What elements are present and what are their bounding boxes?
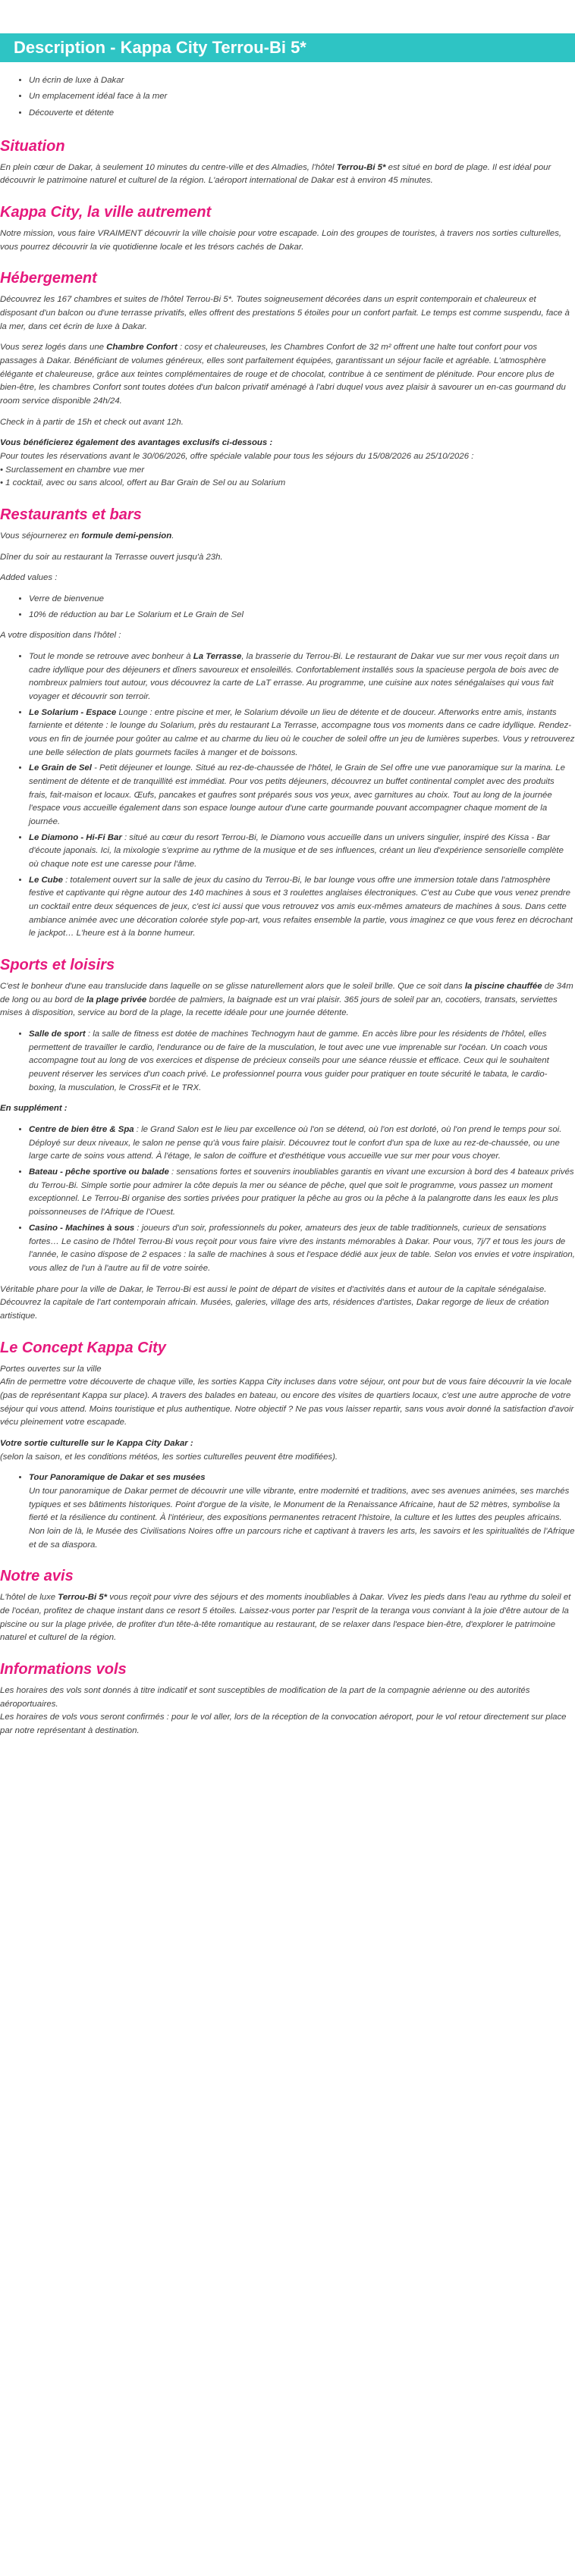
sports-outro: Véritable phare pour la ville de Dakar, le Terrou-Bi est aussi le point de départ de visites et d'activités dans et autour de la capitale sénégalaise. Découvrez la capitale de l'art contemporain africain. Musées, galeries, village des arts, résidences d'artistes, Dakar regorge de lieux de création artistique. <box>0 1284 549 1321</box>
list-item: • Le Grain de Sel - Petit déjeuner et lounge. Situé au rez-de-chaussée de l'hôtel, le Grain de Sel offre une vue panoramique sur la marina. Le sentiment de détente et de tranquillité est immédiat. Pour vos petits déjeuners, découvrez un buffet continental complet avec des produits frais, fait-maison et locaux. Œufs, pancakes et gaufres sont préparés sous vos yeux, avec garnitures au choix. Tout au long de la journée l'espace vous accueille également dans son espace lounge autour d'une carte gourmande pouvant accompagner chaque moment de la journée. <box>29 762 575 829</box>
avis-text: L'hôtel de luxe Terrou-Bi 5* vous reçoit pour vivre des séjours et des moments inoubliables à Dakar. Vivez les pieds dans l'eau au rythme du soleil et de l'océan, profitez de chaque instant dans ce resort 5 étoiles. Laissez-vous porter par l'esprit de la teranga vous conviant à la joie d'être autour de la piscine ou sur la plage privée, de profiter d'un tête-à-tête romantique au restaurant, de se relaxer dans l'espace bien-être, d'explorer le patrimoine naturel et culturel de la région. <box>0 1593 571 1643</box>
hebergement-intro: Découvrez les 167 chambres et suites de l'hôtel Terrou-Bi 5*. Toutes soigneusement décorées dans un esprit contemporain et chaleureux et disposant d'un balcon ou d'une terrasse privatifs, elles offrent des prestations 5 étoiles pour un confort parfait. Le temps est comme suspendu, face à la mer, dans cet écrin de luxe à Dakar. <box>0 295 570 331</box>
list-item: • Salle de sport : la salle de fitness est dotée de machines Technogym haut de gamme. En accès libre pour les résidents de l'hôtel, elles permettent de travailler le cardio, l'endurance ou de faire de la musculation, le tout avec une vue imprenable sur l'océan. Un coach vous accompagne tout au long de vos exercices et dispense de précieux conseils pour une séance réussie et efficace. Ceux qui le souhaitent peuvent réserver les services d'un coach privé. Le professionnel pourra vous guider pour pratiquer en toute sécurité le tabata, le cardio-boxing, la musculation, le CrossFit et le TRX. <box>29 1028 575 1095</box>
restaurants-heading: Restaurants et bars <box>0 506 142 523</box>
sports-intro: C'est le bonheur d'une eau translucide dans laquelle on se glisse naturellement alors que le soleil brille. Que ce soit dans la piscine chauffée de 34m de long ou au bord de la plage privée bordée de palmiers, la baignade est un vrai plaisir. 365 jours de soleil par an, cocotiers, transats, serviettes mises à disposition, service au bord de la plage, la recette idéale pour une journée détente. <box>0 982 573 1018</box>
added-values-list <box>0 593 575 622</box>
list-item: • Tour Panoramique de Dakar et ses musées Un tour panoramique de Dakar permet de découvrir une ville vibrante, entre modernité et traditions, avec ses avenues animées, ses marchés typiques et ses bâtiments historiques. Point d'orgue de la visite, le Monument de la Renaissance Africaine, haut de 52 mètres, symbolise la fierté et la résilience du continent. À l'intérieur, des expositions permanentes retracent l'histoire, la culture et les luttes des peuples africains. Non loin de là, le Musée des Civilisations Noires offre un parcours riche et captivant à travers les arts, les savoirs et les spiritualités de l'Afrique et de sa diaspora. <box>29 1471 575 1552</box>
concept-sortie: Votre sortie culturelle sur le Kappa City Dakar : (selon la saison, et les conditions météos, les sorties culturelles peuvent être modifiées). <box>0 1438 338 1462</box>
sports-heading: Sports et loisirs <box>0 957 115 974</box>
hebergement-room: Vous serez logés dans une Chambre Confort : cosy et chaleureuses, les Chambres Confort de 32 m² offrent une halte tout confort pour vos passages à Dakar. Bénéficiant de volumes généreux, elles sont parfaitement équipées, garantissant un séjour facile et agréable. L'atmosphère élégante et chaleureuse, grâce aux teintes complémentaires de rouge et de chocolat, contribue à ce sentiment de plénitude. Pour encore plus de bien-être, les chambres Confort sont toutes dotées d'un balcon privatif aménagé à l'abri duquel vous avez plaisir à savourer un en-cas gourmand du room service disponible 24h/24. <box>0 343 566 406</box>
hebergement-checkin: Check in à partir de 15h et check out avant 12h. <box>0 417 184 427</box>
situation-text: En plein cœur de Dakar, à seulement 10 minutes du centre-ville et des Almadies, l'hôtel Terrou-Bi 5* est situé en bord de plage. Il est idéal pour découvrir le patrimoine naturel et culturel de la région. L'aéroport international de Dakar est à environ 45 minutes. <box>0 162 551 186</box>
description-banner: Description - Kappa City Terrou-Bi 5* <box>0 33 575 62</box>
kappa-text: Notre mission, vous faire VRAIMENT découvrir la ville choisie pour votre escapade. Loin des groupes de touristes, à travers nos sorties culturelles, vous pourrez découvrir la vie quotidienne locale et les trésors cachés de Dakar. <box>0 228 562 252</box>
supplement-list <box>0 1123 575 1275</box>
added-values-label: Added values : <box>0 573 58 583</box>
kappa-heading: Kappa City, la ville autrement <box>0 203 212 221</box>
concept-heading: Le Concept Kappa City <box>0 1339 166 1356</box>
list-item: • Tout le monde se retrouve avec bonheur à La Terrasse, la brasserie du Terrou-Bi. Le restaurant de Dakar vue sur mer vous reçoit dans un cadre idyllique pour des déjeuners et dîners savoureux et ensoleillés. Confortablement installés sous la spacieuse pergola de bois avec de nombreux palmiers tout autour, vous découvrez la carte de LaT errasse. Au programme, une cuisine aux notes sénégalaises qui vous fait voyager et découvrir son terroir. <box>29 650 575 704</box>
list-item: • Un écrin de luxe à Dakar <box>29 74 575 88</box>
restaurants-formula: Vous séjournerez en formule demi-pension. <box>0 531 174 541</box>
avis-heading: Notre avis <box>0 1568 74 1585</box>
concept-list <box>0 1471 575 1552</box>
restaurants-list <box>0 650 575 941</box>
list-item: • Le Cube : totalement ouvert sur la salle de jeux du casino du Terrou-Bi, le bar lounge vous offre une immersion totale dans l'atmosphère festive et captivante qui règne autour des 140 machines à sous et 3 roulettes anglaises électroniques. C'est au Cube que vous venez prendre un cocktail entre deux séquences de jeux, c'est ici aussi que vous retrouvez vos amis eux-mêmes amateurs de machines à sous. Dans cette ambiance animée avec une décoration colorée style pop-art, vous refaites ensemble la partie, vous imaginez ce que vous ferez en décrochant le jackpot… L'heure est à la bonne humeur. <box>29 874 575 941</box>
restaurants-dinner: Dîner du soir au restaurant la Terrasse ouvert jusqu'à 23h. <box>0 552 223 562</box>
list-item: • Le Diamono - Hi-Fi Bar : situé au cœur du resort Terrou-Bi, le Diamono vous accueille dans un univers singulier, inspiré des Kissa - Bar d'écoute japonais. Ici, la mixologie s'exprime au rythme de la musique et de ses influences, créant un lieu d'expérience sensorielle complète où chaque note est une caresse pour l'âme. <box>29 832 575 872</box>
hebergement-advantages: Vous bénéficierez également des avantages exclusifs ci-dessous : Pour toutes les réservations avant le 30/06/2026, offre spéciale valable pour tous les séjours du 15/08/2026 au 25/10/2026 : • Surclassement en chambre vue mer • 1 cocktail, avec ou sans alcool, offert au Bar Grain de Sel ou au Solarium <box>0 438 474 488</box>
advantages-title: Vous bénéficierez également des avantages exclusifs ci-dessous : <box>0 438 273 448</box>
list-item: • Casino - Machines à sous : joueurs d'un soir, professionnels du poker, amateurs des jeux de table traditionnels, curieux de sensations fortes… Le casino de l'hôtel Terrou-Bi vous reçoit pour vous faire vivre des instants mémorables à Dakar. Pour vous, 7j/7 et tous les jours de l'année, le casino dispose de 2 espaces : la salle de machines à sous et l'espace dédié aux jeux de table. Selon vos envies et votre inspiration, vous allez de l'un à l'autre au fil de votre soirée. <box>29 1222 575 1276</box>
list-item: • Verre de bienvenue <box>29 593 575 606</box>
content <box>0 74 575 1738</box>
list-item: • Découverte et détente <box>29 107 575 121</box>
list-item: • Un emplacement idéal face à la mer <box>29 90 575 104</box>
hebergement-heading: Hébergement <box>0 270 97 287</box>
situation-heading: Situation <box>0 137 65 155</box>
list-item: • 10% de réduction au bar Le Solarium et Le Grain de Sel <box>29 609 575 622</box>
sports-list <box>0 1028 575 1095</box>
list-item: • Centre de bien être & Spa : le Grand Salon est le lieu par excellence où l'on se détend, où l'on est dorloté, où l'on prend le temps pour soi. Déployé sur deux niveaux, le salon ne pense qu'à vous faire plaisir. Découvrez tout le confort d'un spa de luxe au rez-de-chaussée, ou une large carte de soins vous attend. À l'étage, le salon de coiffure et d'esthétique vous accueille vue sur mer pour vous choyer. <box>29 1123 575 1164</box>
highlights-list <box>0 74 575 121</box>
dispo-label: A votre disposition dans l'hôtel : <box>0 631 121 641</box>
list-item: • Bateau - pêche sportive ou balade : sensations fortes et souvenirs inoubliables garantis en vivant une excursion à bord des 4 bateaux privés du Terrou-Bi. Simple sortie pour admirer la côte depuis la mer ou séance de pêche, quel que soit le programme, vous passez un moment exceptionnel. Le Terrou-Bi organise des sorties privées pour pratiquer la pêche au gros ou la pêche à la palangrotte dans les eaux les plus poissonneuses de l'Afrique de l'Ouest. <box>29 1166 575 1220</box>
concept-text: Portes ouvertes sur la ville Afin de permettre votre découverte de chaque ville, les sorties Kappa City incluses dans votre séjour, ont pour but de vous faire découvrir la vie locale (pas de représentant Kappa sur place). A travers des balades en bateau, ou encore des visites de quartiers locaux, c'est une autre approche de votre séjour qui vous attend. Moins touristique et plus authentique. Notre objectif ? Ne pas vous laisser repartir, sans vous avoir donné la satisfaction d'avoir vécu pleinement votre escapade. <box>0 1364 574 1427</box>
list-item: • Le Solarium - Espace Lounge : entre piscine et mer, le Solarium dévoile un lieu de détente et de douceur. Afterworks entre amis, instants farniente et détente : le lounge du Solarium, près du restaurant La Terrasse, accompagne tous vos moments dans ce cadre idyllique. Rendez-vous en fin de journée pour goûter au calme et au charme du lieu où le coucher de soleil offre un jeu de lumières superbes. Vous y retrouverez une belle sélection de plats gourmets faciles à manger et de boissons. <box>29 707 575 760</box>
vols-text: Les horaires des vols sont donnés à titre indicatif et sont susceptibles de modification de la part de la compagnie aérienne ou des autorités aéroportuaires. Les horaires de vols vous seront confirmés : pour le vol aller, lors de la réception de la convocation aéroport, pour le vol retour directement sur place par notre représentant à destination. <box>0 1685 567 1735</box>
vols-heading: Informations vols <box>0 1660 127 1678</box>
supplement-label: En supplément : <box>0 1104 68 1114</box>
